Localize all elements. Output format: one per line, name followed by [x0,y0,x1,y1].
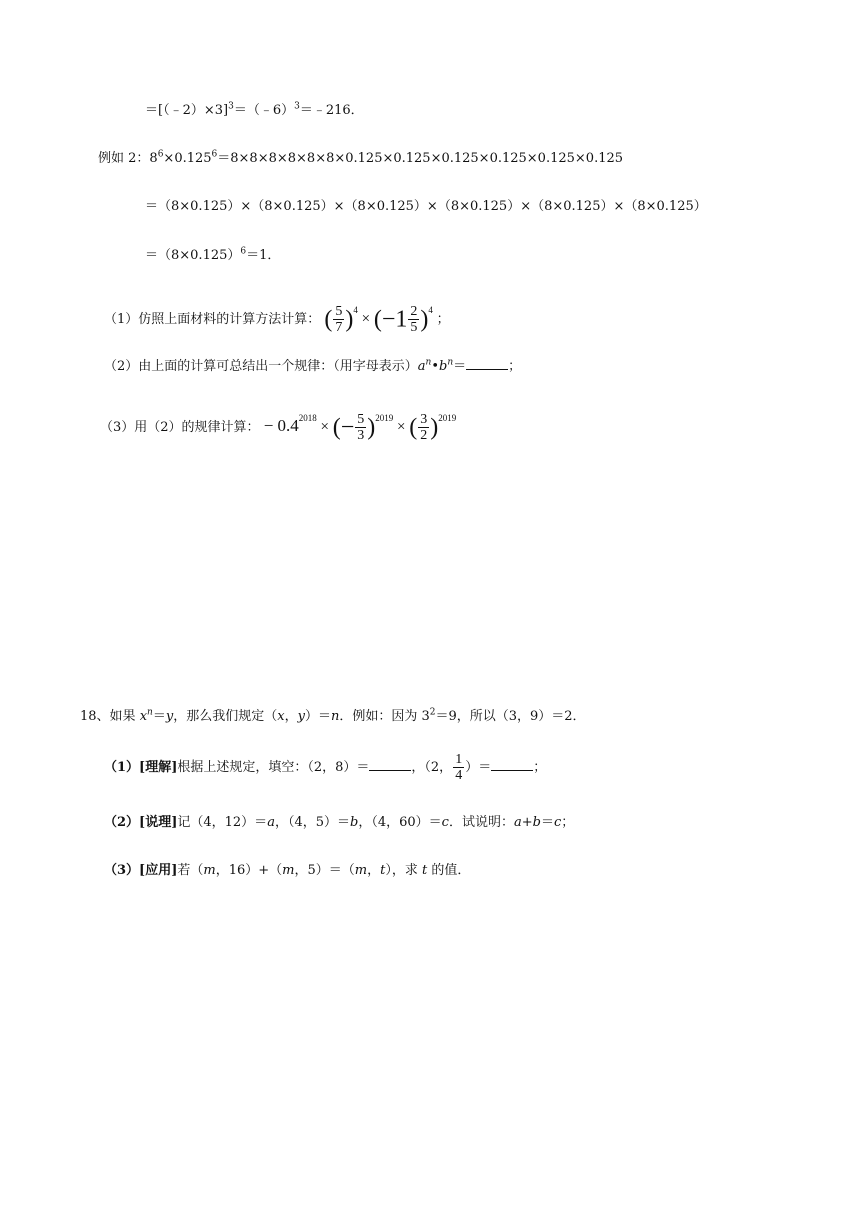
formula-q3: − $0.4^{2018}$ × (− $\frac{5}{3}$ )$^{2019}$ × ( $\frac{3}{2}$ )$^{2019}$ [263,412,457,444]
example2-grouping-line: ＝（8×0.125）×（8×0.125）×（8×0.125）×（8×0.125）×（8×0.125）×（8×0.125） [145,199,707,214]
question-2: （2）由上面的计算可总结出一个规律：（用字母表示）$a^n•b^n=$ ； [104,355,521,377]
example2-result-line: $=(8\times 0.125)^6=1$． [145,246,281,263]
problem-18-question-2: （2）[说理]记（4，12）＝a，（4，5）＝b，（4，60）＝c．试说明：a+b＝c； [104,815,575,830]
example1-result-line: ＝[（﹣2）×3]$^3$＝（﹣6）$^3$＝﹣216． [145,101,364,118]
question-1: （1）仿照上面材料的计算方法计算： ( $\frac{5}{7}$ )$^4$ × (−1 $\frac{2}{5}$ )$^4$ ； [104,304,450,336]
problem-18-question-1: （1）[理解]根据上述规定，填空：（2，8）＝ ，（2， $\frac{1}{4}$ ）＝ ； [104,752,547,783]
question-3: （3）用（2）的规律计算： − $0.4^{2018}$ × (− $\frac{5}{3}$ )$^{2019}$ × ( $\frac{3}{2}$ )$^{2019}$ [100,412,457,444]
answer-blank[interactable] [466,355,508,370]
answer-blank-2[interactable] [491,756,533,771]
example2-line: 例如 2：$8^6\times 0.125^6=8\times 8\times 8\times 8\times 8\times 8\times 0.125\times 0.125\times 0.125\times 0.125\times 0.125\times 0.125$ [98,149,624,166]
answer-blank-1[interactable] [369,756,411,771]
formula-q1: ( $\frac{5}{7}$ )$^4$ × (−1 $\frac{2}{5}$ )$^4$ [324,304,433,336]
problem-18-statement: 18、如果 $x^n=y$，那么我们规定（x，y）＝n．例如：因为 $3^2=9$，所以（3，9）＝2． [80,707,586,724]
problem-18-question-3: （3）[应用]若（m，16）+（m，5）＝（m，t），求 t 的值． [104,863,471,878]
fraction-one-quarter: $\frac{1}{4}$ [455,752,463,783]
